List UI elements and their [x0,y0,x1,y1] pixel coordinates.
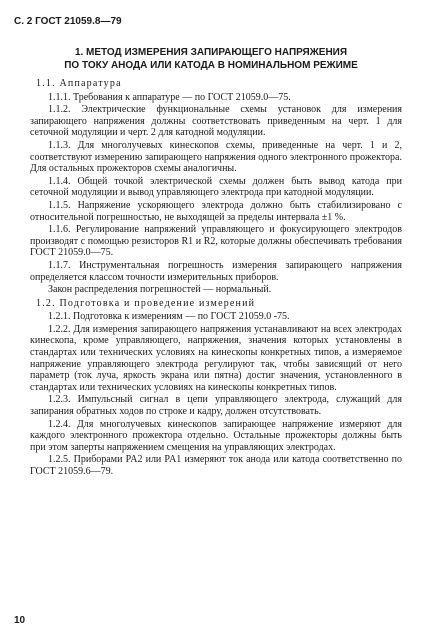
section-title-line-2: ПО ТОКУ АНОДА ИЛИ КАТОДА В НОМИНАЛЬНОМ РЕЖИМЕ [64,60,358,71]
paragraph: 1.2.2. Для измерения запирающего напряжения устанавливают на всех электродах кинескопа, кроме управляющего, напряжения, значения которых установлены в стандартах или технических условиях на кинескопы конкретных типов, а измеряемое напряжение управляющего электрода регулируют так, чтобы зависящий от него параметр (ток луча, яркость экрана или пятна) достиг значения, установленного в стандартах или технических условиях на кинескопы конкретных типов. [30,323,402,393]
paragraph: 1.1.7. Инструментальная погрешность измерения запирающего напряжения определяется классом точности измерительных приборов. [30,259,402,283]
subsection-heading: 1.2. Подготовка и проведение измерений [36,297,256,309]
document-body [30,76,402,479]
paragraph: 1.2.1. Подготовка к измерениям — по ГОСТ 21059.0 -75. [48,311,290,323]
paragraph: 1.1.4. Общей точкой электрической схемы должен быть вывод катода при сеточной модуляции и вывод управляющего электрода при катодной модуляции. [30,175,402,199]
paragraph: 1.1.3. Для многолучевых кинескопов схемы, приведенные на черт. 1 и 2, соответствуют измерению запирающего напряжения одного электронного прожектора. Для остальных прожекторов схемы аналогичны. [30,139,402,175]
page-number: 10 [14,615,26,626]
paragraph: 1.1.1. Требования к аппаратуре — по ГОСТ 21059.0—75. [48,91,291,103]
paragraph: 1.1.2. Электрические функциональные схемы установок для измерения запирающего напряжения должны соответствовать приведенным на черт. 1 для сеточной модуляции и черт. 2 для катодной модуляции. [30,104,402,139]
paragraph: 1.2.4. Для многолучевых кинескопов запирающее напряжение измеряют для каждого электронного прожектора отдельно. Остальные прожекторы должны быть при этом заперты напряжением смещения на управляющих электродах. [30,418,402,453]
paragraph: 1.2.5. Приборами PA2 или PA1 измеряют ток анода или катода соответственно по ГОСТ 21059.6—79. [30,454,402,477]
paragraph: 1.1.5. Напряжение ускоряющего электрода должно быть стабилизировано с относительной погрешностью, не выходящей за пределы интервала ±1 %. [30,199,402,223]
paragraph: 1.1.6. Регулирование напряжений управляющего и фокусирующего электродов производят с помощью резисторов R1 и R2, которые должны обеспечивать требования ГОСТ 21059.0—75. [30,224,402,259]
section-title-line-1: 1. МЕТОД ИЗМЕРЕНИЯ ЗАПИРАЮЩЕГО НАПРЯЖЕНИЯ [74,47,348,58]
paragraph: 1.2.3. Импульсный сигнал в цепи управляющего электрода, служащий для запирания обратных ходов по строке и кадру, должен отсутствовать. [30,394,402,418]
section-title [0,46,422,72]
paragraph: Закон распределения погрешностей — нормальный. [48,284,272,296]
running-header: С. 2 ГОСТ 21059.8—79 [14,16,122,27]
subsection-heading: 1.1. Аппаратура [36,78,122,89]
